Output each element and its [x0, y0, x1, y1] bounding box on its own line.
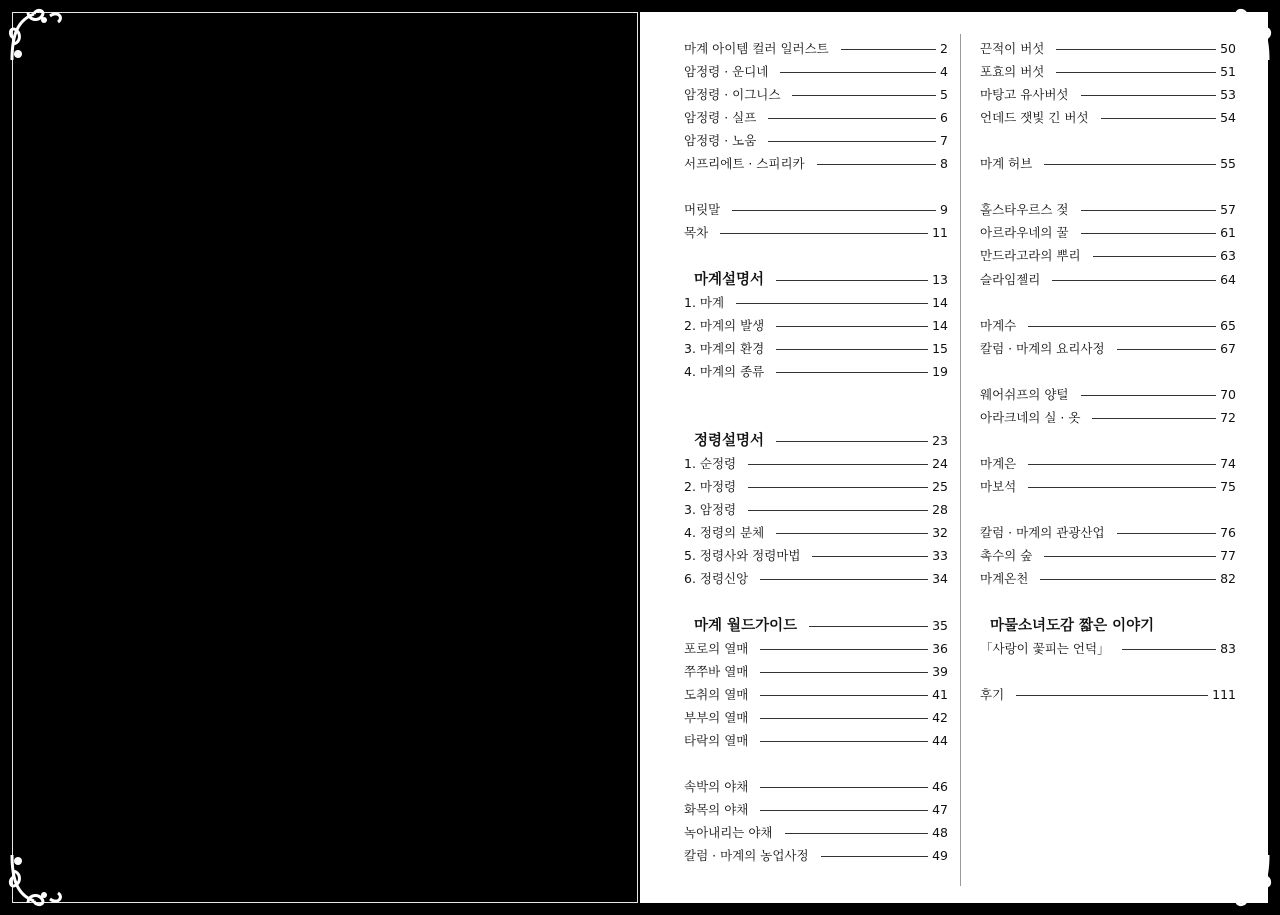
leader-line [1101, 118, 1217, 119]
column-divider [960, 34, 961, 886]
leader-line [821, 856, 929, 857]
toc-entry[interactable]: 마계은 74 [980, 456, 1236, 471]
toc-entry[interactable]: 칼럼 · 마계의 관광산업 76 [980, 525, 1236, 540]
toc-entry[interactable]: 암정령 · 실프 6 [684, 110, 948, 125]
leader-line [1056, 49, 1216, 50]
ornament-top-left-icon [4, 4, 68, 68]
toc-entry[interactable]: 마탕고 유사버섯 53 [980, 87, 1236, 102]
toc-entry[interactable]: 촉수의 숲 77 [980, 548, 1236, 563]
toc-section-heading[interactable]: 마물소녀도감 짧은 이야기 [990, 618, 1155, 634]
leader-line [1081, 95, 1217, 96]
leader-line [1052, 280, 1216, 281]
toc-section-heading[interactable]: 마계 월드가이드 35 [694, 618, 948, 634]
toc-entry[interactable]: 머릿말 9 [684, 202, 948, 217]
leader-line [809, 626, 928, 627]
leader-line [1093, 256, 1217, 257]
toc-entry[interactable]: 화목의 야채 47 [684, 802, 948, 817]
leader-line [760, 787, 928, 788]
leader-line [1056, 72, 1216, 73]
leader-line [792, 95, 936, 96]
toc-entry[interactable]: 암정령 · 운디네 4 [684, 64, 948, 79]
leader-line [760, 672, 928, 673]
toc-entry[interactable]: 끈적이 버섯 50 [980, 41, 1236, 56]
leader-line [760, 741, 928, 742]
leader-line [1081, 395, 1217, 396]
leader-line [1117, 533, 1217, 534]
toc-entry[interactable]: 6. 정령신앙 34 [684, 571, 948, 586]
toc-entry[interactable]: 마계 아이템 컬러 일러스트 2 [684, 41, 948, 56]
toc-entry[interactable]: 4. 마계의 종류 19 [684, 364, 948, 379]
toc-entry[interactable]: 후기 111 [980, 687, 1236, 702]
toc-entry[interactable]: 언데드 잿빛 긴 버섯 54 [980, 110, 1236, 125]
toc-entry[interactable]: 마계수 65 [980, 318, 1236, 333]
toc-entry[interactable]: 부부의 열매 42 [684, 710, 948, 725]
toc-entry[interactable]: 포효의 버섯 51 [980, 64, 1236, 79]
leader-line [817, 164, 936, 165]
toc-entry[interactable]: 마보석 75 [980, 479, 1236, 494]
leader-line [1016, 695, 1208, 696]
toc-entry[interactable]: 「사랑이 꽃피는 언덕」 83 [980, 641, 1236, 656]
leader-line [768, 118, 936, 119]
toc-entry[interactable]: 마계 허브 55 [980, 156, 1236, 171]
leader-line [785, 833, 929, 834]
leader-line [760, 579, 928, 580]
leader-line [1040, 579, 1216, 580]
toc-entry[interactable]: 4. 정령의 분체 32 [684, 525, 948, 540]
leader-line [760, 649, 928, 650]
toc-entry[interactable]: 3. 암정령 28 [684, 502, 948, 517]
toc-entry[interactable]: 1. 순정령 24 [684, 456, 948, 471]
toc-section-heading[interactable]: 정령설명서 23 [694, 433, 948, 449]
toc-entry[interactable]: 암정령 · 노움 7 [684, 133, 948, 148]
leader-line [1081, 210, 1217, 211]
toc-entry[interactable]: 녹아내리는 야채 48 [684, 825, 948, 840]
toc-entry[interactable]: 슬라임젤리 64 [980, 272, 1236, 287]
toc-entry[interactable]: 웨어쉬프의 양털 70 [980, 387, 1236, 402]
toc-entry[interactable]: 아르라우네의 꿀 61 [980, 225, 1236, 240]
leader-line [776, 372, 928, 373]
toc-page [640, 12, 1268, 903]
leader-line [748, 464, 928, 465]
toc-entry[interactable]: 포로의 열매 36 [684, 641, 948, 656]
ornament-bottom-left-icon [4, 847, 68, 911]
toc-entry[interactable]: 아라크네의 실 · 옷 72 [980, 410, 1236, 425]
toc-entry[interactable]: 2. 마계의 발생 14 [684, 318, 948, 333]
toc-section-heading[interactable]: 마계설명서 13 [694, 272, 948, 288]
leader-line [812, 556, 928, 557]
leader-line [776, 441, 928, 442]
leader-line [768, 141, 936, 142]
toc-entry[interactable]: 2. 마정령 25 [684, 479, 948, 494]
toc-entry[interactable]: 5. 정령사와 정령마법 33 [684, 548, 948, 563]
toc-entry[interactable]: 속박의 야채 46 [684, 779, 948, 794]
toc-entry[interactable]: 칼럼 · 마계의 농업사정 49 [684, 848, 948, 863]
leader-line [1122, 649, 1217, 650]
leader-line [841, 49, 936, 50]
toc-entry[interactable]: 암정령 · 이그니스 5 [684, 87, 948, 102]
toc-entry[interactable]: 도취의 열매 41 [684, 687, 948, 702]
leader-line [780, 72, 936, 73]
toc-entry[interactable]: 서프리에트 · 스피리카 8 [684, 156, 948, 171]
leader-line [776, 326, 928, 327]
leader-line [720, 233, 928, 234]
toc-entry[interactable]: 목차 11 [684, 225, 948, 240]
toc-entry[interactable]: 타락의 열매 44 [684, 733, 948, 748]
toc-entry[interactable]: 1. 마계 14 [684, 295, 948, 310]
leader-line [1081, 233, 1217, 234]
leader-line [776, 533, 928, 534]
leader-line [1028, 464, 1216, 465]
toc-entry[interactable]: 3. 마계의 환경 15 [684, 341, 948, 356]
leader-line [1028, 487, 1216, 488]
toc-entry[interactable]: 쭈쭈바 열매 39 [684, 664, 948, 679]
leader-line [1117, 349, 1217, 350]
toc-entry[interactable]: 홀스타우르스 젖 57 [980, 202, 1236, 217]
leader-line [760, 718, 928, 719]
toc-entry[interactable]: 만드라고라의 뿌리 63 [980, 248, 1236, 263]
leader-line [1028, 326, 1216, 327]
leader-line [732, 210, 936, 211]
leader-line [736, 303, 928, 304]
leader-line [760, 695, 928, 696]
toc-entry[interactable]: 마계온천 82 [980, 571, 1236, 586]
leader-line [760, 810, 928, 811]
leader-line [1044, 556, 1216, 557]
leader-line [748, 510, 928, 511]
page-frame [12, 12, 638, 903]
toc-entry[interactable]: 칼럼 · 마계의 요리사정 67 [980, 341, 1236, 356]
leader-line [748, 487, 928, 488]
leader-line [1092, 418, 1216, 419]
leader-line [776, 349, 928, 350]
leader-line [1044, 164, 1216, 165]
leader-line [776, 280, 928, 281]
